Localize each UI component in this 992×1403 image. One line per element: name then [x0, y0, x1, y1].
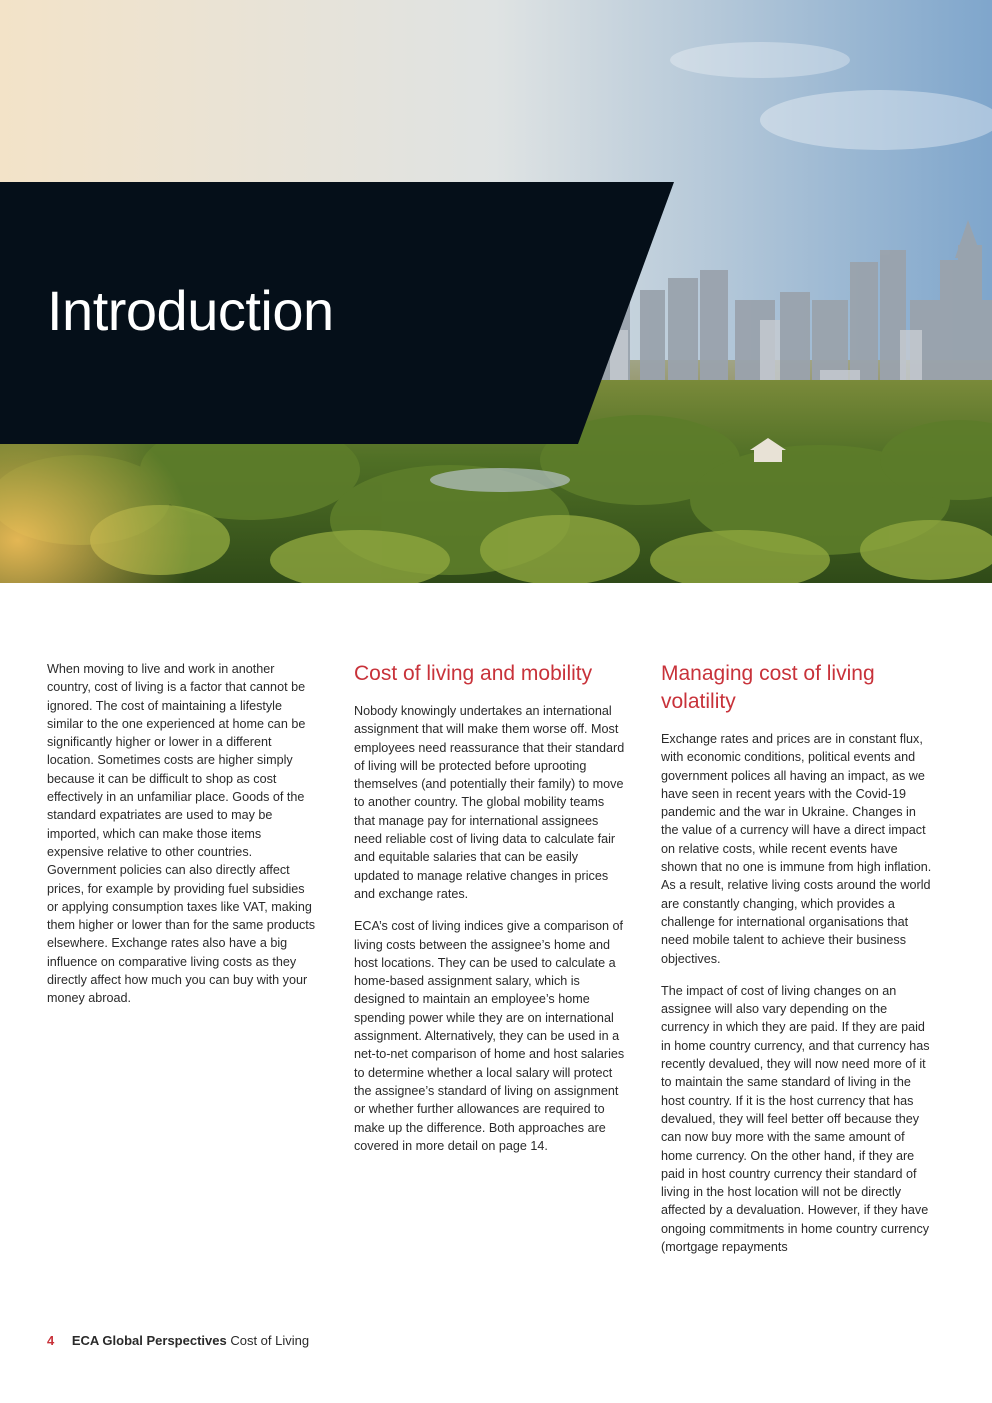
intro-paragraph: When moving to live and work in another country, cost of living is a factor that cannot be ignored. The cost of maintaining a lifestyle similar to the one experienced at home can be significantly higher or lower in a different location. Sometimes costs are higher simply because it can be difficult to shop as cost effectively in an unfamiliar place. Goods of the standard expatriates are used to may be imported, which can make those items expensive relative to other countries. Government policies can also directly affect prices, for example by providing fuel subsidies or applying consumption taxes like VAT, making them higher or lower than for the same products elsewhere. Exchange rates also have a big influence on comparative living costs as they directly affect how much you can buy with your money abroad.: [47, 662, 316, 1006]
footer-subtitle: Cost of Living: [230, 1333, 310, 1348]
volatility-column: [661, 660, 933, 1270]
body-paragraph: ECA’s cost of living indices give a comparison of living costs between the assignee’s home and host locations. They can be used to calculate a home-based assignment salary, which is designed to maintain an employee’s home spending power while they are on international assignment. Alternatively, they can be used in a net-to-net comparison of home and host salaries to determine whether a local salary will protect the assignee’s standard of living on assignment or whether further allowances are required to make up the difference. Both approaches are covered in more detail on page 14.: [354, 919, 625, 1153]
intro-column: [47, 660, 319, 1022]
cost-of-living-mobility-column: [354, 660, 626, 1169]
page-number: 4: [47, 1333, 55, 1348]
body-paragraph: Nobody knowingly undertakes an international assignment that will make them worse off. Most employees need reassurance that their standard of living will be protected before uprooting themselves (and potentially their family) to move to another country. The global mobility teams that manage pay for international assignees need reliable cost of living data to calculate fair and equitable salaries that can be easily updated to manage relative changes in prices and exchange rates.: [354, 704, 625, 901]
page-footer: [47, 1333, 309, 1348]
body-paragraph: The impact of cost of living changes on an assignee will also vary depending on the currency in which they are paid. If they are paid in home country currency, and that currency has recently devalued, they will now need more of it to maintain the same standard of living in the host country. If it is the host currency that has devalued, they will feel better off because they can now buy more with the same amount of home currency. On the other hand, if they are paid in host country currency their standard of living in the host location will not be directly affected by a devaluation. However, if they have ongoing commitments in home country currency (mortgage repayments: [661, 983, 930, 1255]
body-paragraph: Exchange rates and prices are in constant flux, with economic conditions, political events and government polices all having an impact, as we have seen in recent years with the Covid-19 pandemic and the war in Ukraine. Changes in the value of a currency will have a direct impact on relative costs, while recent events have shown that no one is immune from high inflation. As a result, relative living costs around the world are constantly changing, which provides a challenge for international organisations that need mobile talent to achieve their business objectives.: [661, 732, 932, 966]
section-heading-mobility: Cost of living and mobility: [354, 662, 593, 685]
section-heading-volatility: Managing cost of living volatility: [661, 662, 875, 713]
footer-brand: ECA Global Perspectives: [71, 1333, 227, 1348]
page-title: Introduction: [47, 279, 334, 342]
